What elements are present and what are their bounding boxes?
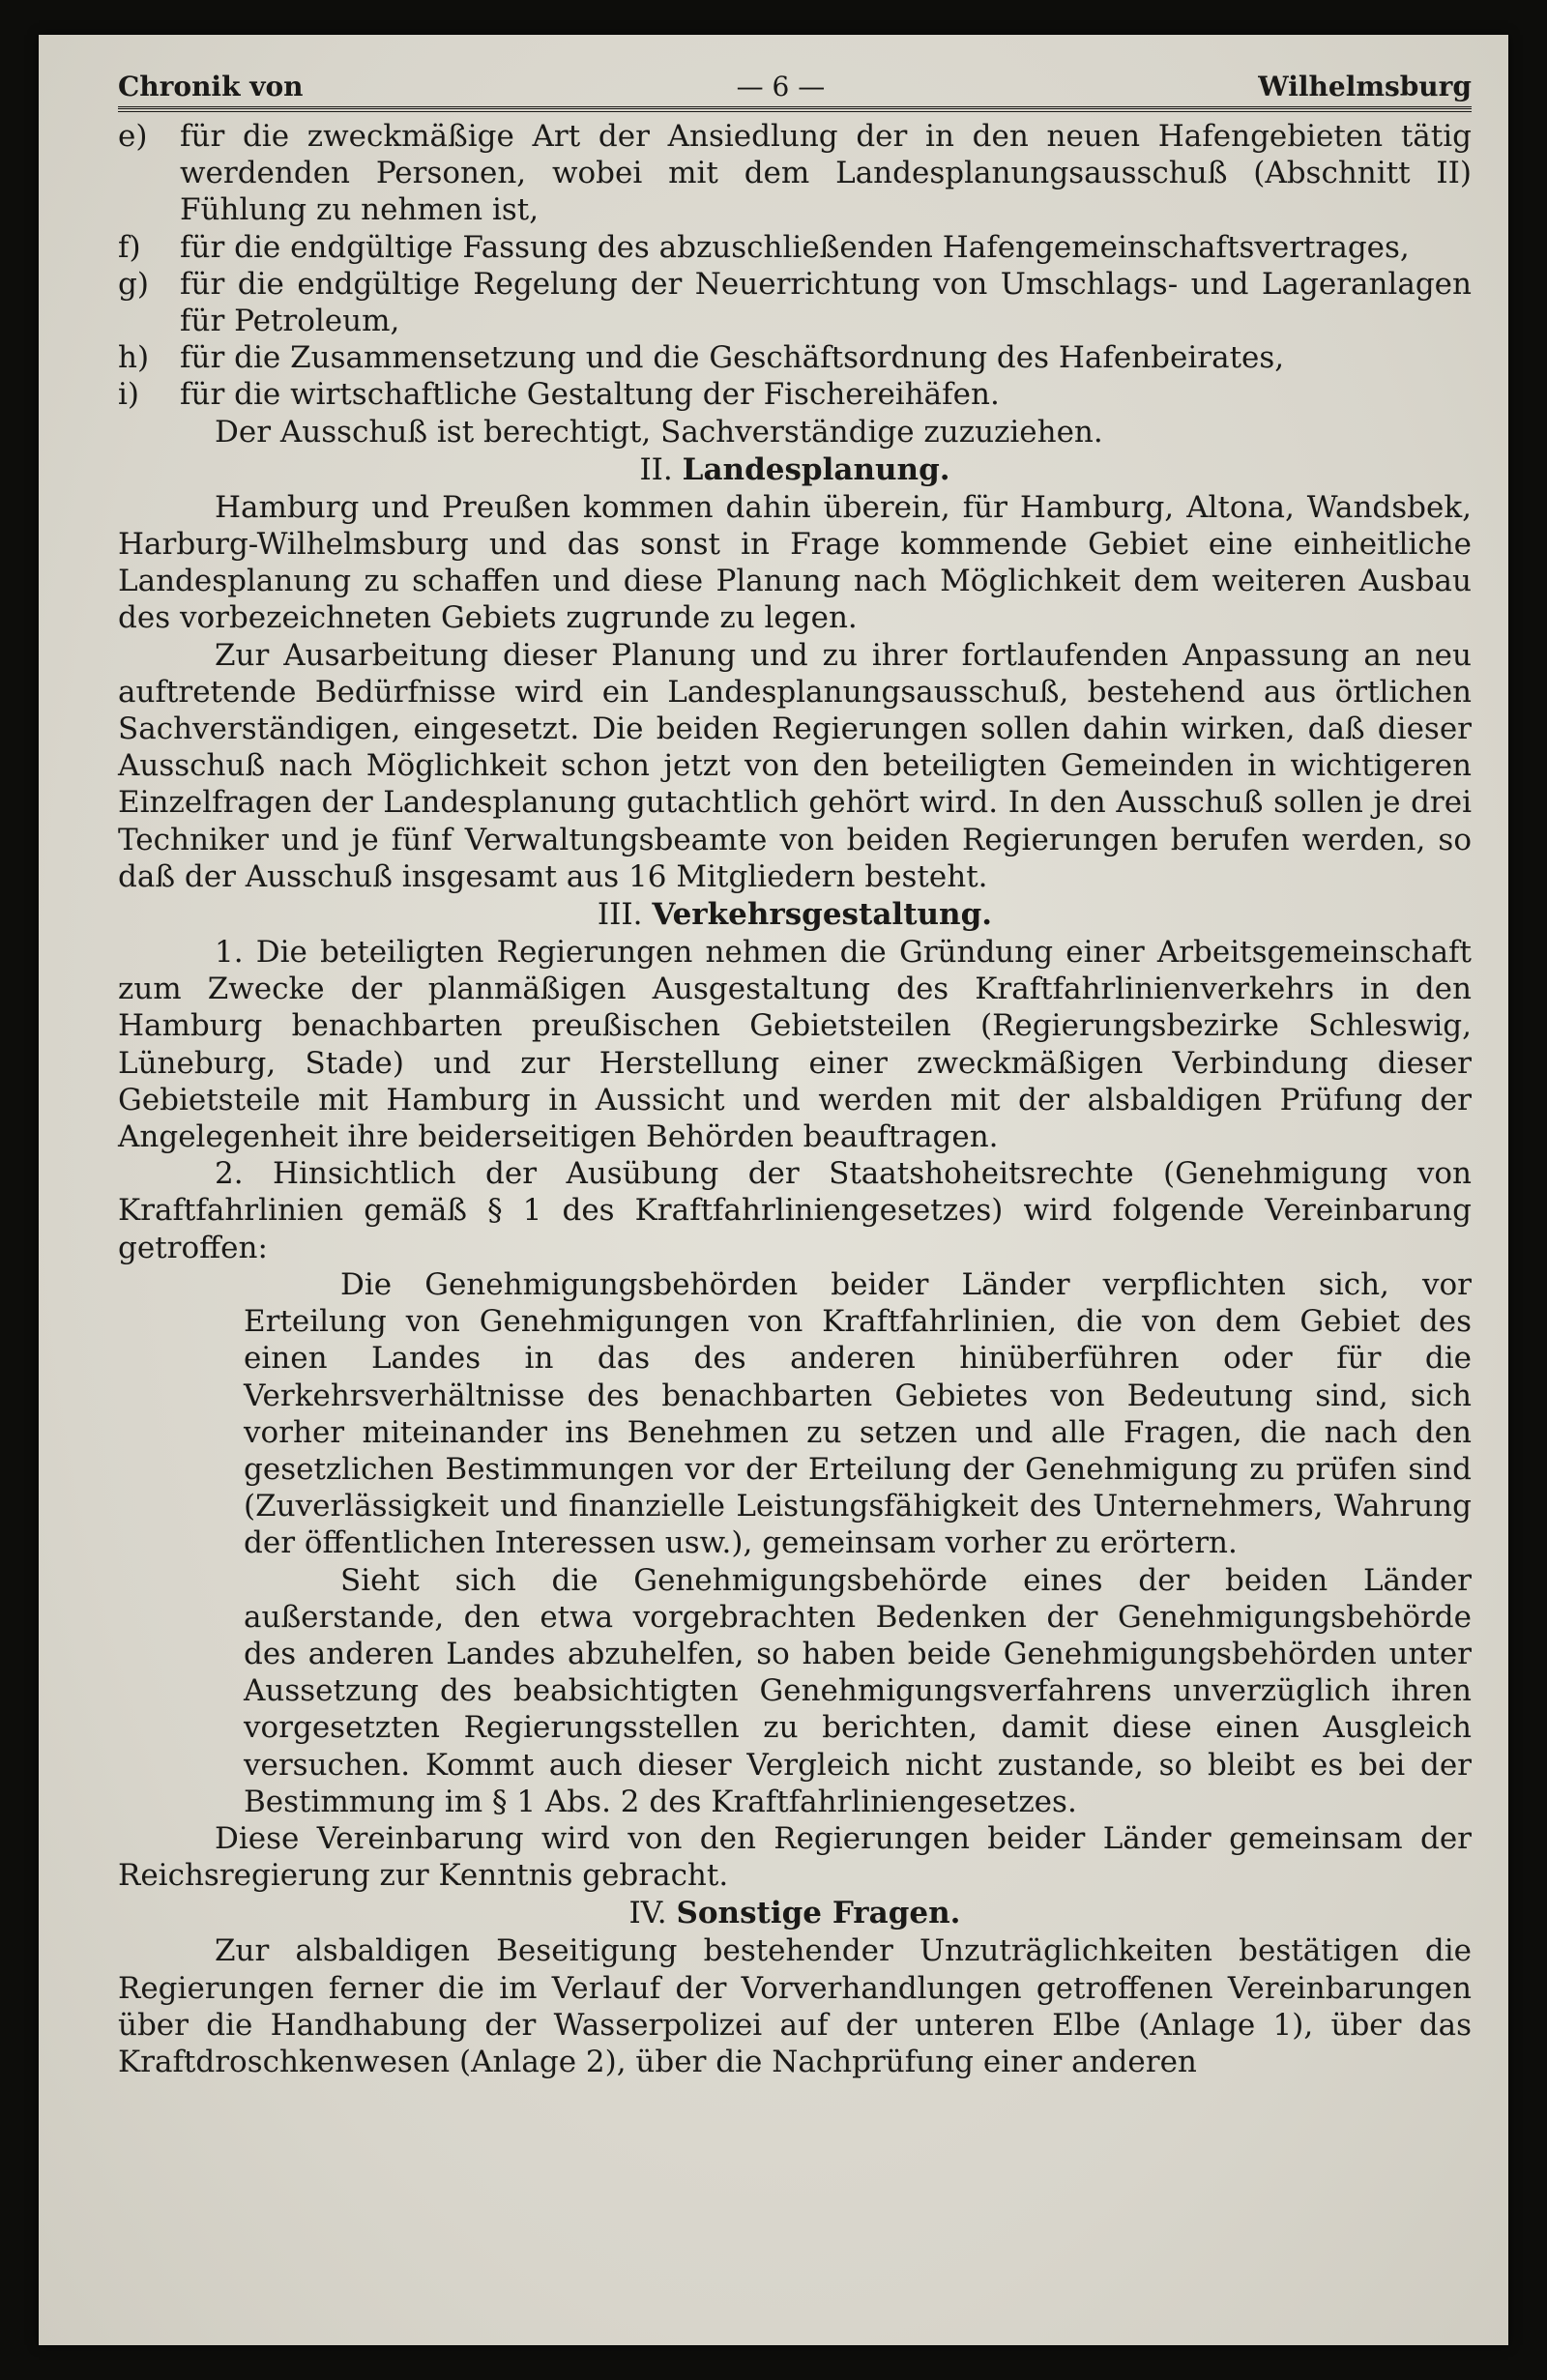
list-item-text: für die zweckmäßige Art der Ansiedlung der in den neuen Hafengebieten tätig werdenden Personen, wobei mit dem Landesplanungsausschuß (Abschnitt II) Fühlung zu nehmen ist, xyxy=(180,119,1472,228)
header-right: Wilhelmsburg xyxy=(1258,71,1472,102)
section-heading-sonstige-fragen xyxy=(118,1894,1472,1932)
indented-paragraph: Sieht sich die Genehmigungsbehörde eines der beiden Länder außerstande, den etwa vorgebrachten Bedenken der Genehmigungsbehörde des anderen Landes abzuhelfen, so haben beide Genehmigungsbehörden unter Aussetzung des beabsichtigten Genehmigungsverfahrens unverzüglich ihren vorgesetzten Regierungsstellen zu berichten, damit diese einen Ausgleich versuchen. Kommt auch dieser Vergleich nicht zustande, so bleibt es bei der Bestimmung im § 1 Abs. 2 des Kraftfahrliniengesetzes. xyxy=(244,1562,1472,1819)
document-page xyxy=(39,35,1508,2345)
list-item xyxy=(118,266,1472,339)
section-number: III. xyxy=(597,897,643,933)
running-header xyxy=(118,68,1472,106)
section-number: IV. xyxy=(628,1896,667,1931)
list-item-text: für die endgültige Fassung des abzuschließenden Hafengemeinschaftsvertrages, xyxy=(180,229,1410,265)
paragraph: Zur alsbaldigen Beseitigung bestehender Unzuträglichkeiten bestätigen die Regierungen ferner die im Verlauf der Vorverhandlungen getroffenen Vereinbarungen über die Handhabung der Wasserpolizei auf der unteren Elbe (Anlage 1), über das Kraftdroschkenwesen (Anlage 2), über die Nachprüfung einer anderen xyxy=(118,1933,1472,2079)
list-item-text: für die endgültige Regelung der Neuerrichtung von Umschlags- und Lageranlagen für Petroleum, xyxy=(180,266,1472,339)
header-left: Chronik von xyxy=(118,71,304,102)
paragraph: 2. Hinsichtlich der Ausübung der Staatshoheitsrechte (Genehmigung von Kraftfahrlinien gemäß § 1 des Kraftfahrliniengesetzes) wird folgende Vereinbarung getroffen: xyxy=(118,1156,1472,1265)
list-marker: h) xyxy=(118,340,150,376)
section-heading-verkehrsgestaltung xyxy=(118,895,1472,934)
section-heading-landesplanung xyxy=(118,450,1472,489)
paragraph: Zur Ausarbeitung dieser Planung und zu ihrer fortlaufenden Anpassung an neu auftretende Bedürfnisse wird ein Landesplanungsausschuß, bestehend aus örtlichen Sachverständigen, eingesetzt. Die beiden Regierungen sollen dahin wirken, daß dieser Ausschuß nach Möglichkeit schon jetzt von den beteiligten Gemeinden in wichtigeren Einzelfragen der Landesplanung gutachtlich gehört wird. In den Ausschuß sollen je drei Techniker und je fünf Verwaltungsbeamte von beiden Regierungen berufen werden, so daß der Ausschuß insgesamt aus 16 Mitgliedern besteht. xyxy=(118,637,1472,894)
section-title: Landesplanung. xyxy=(682,451,950,487)
list-item xyxy=(118,118,1472,229)
header-rule xyxy=(118,106,1472,112)
page-content xyxy=(118,68,1472,2080)
list-item xyxy=(118,339,1472,376)
list-marker: f) xyxy=(118,229,141,265)
indented-paragraph: Die Genehmigungsbehörden beider Länder verpflichten sich, vor Erteilung von Genehmigungen von Kraftfahrlinien, die von dem Gebiet des einen Landes in das des anderen hinüberführen oder für die Verkehrsverhältnisse des benachbarten Gebietes von Bedeutung sind, sich vorher miteinander ins Benehmen zu setzen und alle Fragen, die nach den gesetzlichen Bestimmungen vor der Erteilung der Genehmigung zu prüfen sind (Zuverlässigkeit und finanzielle Leistungsfähigkeit des Unternehmers, Wahrung der öffentlichen Interessen usw.), gemeinsam vorher zu erörtern. xyxy=(244,1266,1472,1561)
list-item-text: für die wirtschaftliche Gestaltung der Fischereihäfen. xyxy=(180,377,1000,413)
list-item xyxy=(118,229,1472,266)
page-number: — 6 — xyxy=(736,71,826,102)
list-marker: i) xyxy=(118,377,140,413)
list-marker: e) xyxy=(118,119,148,154)
paragraph: Hamburg und Preußen kommen dahin überein, für Hamburg, Altona, Wandsbek, Harburg-Wilhelmsburg und das sonst in Frage kommende Gebiet eine einheitliche Landesplanung zu schaffen und diese Planung nach Möglichkeit dem weiteren Ausbau des vorbezeichneten Gebiets zugrunde zu legen. xyxy=(118,489,1472,636)
list-item xyxy=(118,376,1472,413)
section-number: II. xyxy=(639,451,673,487)
paragraph: 1. Die beteiligten Regierungen nehmen die Gründung einer Arbeitsgemeinschaft zum Zwecke der planmäßigen Ausgestaltung des Kraftfahrlinienverkehrs in den Hamburg benachbarten preußischen Gebietsteilen (Regierungsbezirke Schleswig, Lüneburg, Stade) und zur Herstellung einer zweckmäßigen Verbindung dieser Gebietsteile mit Hamburg in Aussicht und werden mit der alsbaldigen Prüfung der Angelegenheit ihre beiderseitigen Behörden beauftragen. xyxy=(118,935,1472,1155)
section-title: Sonstige Fragen. xyxy=(676,1896,961,1931)
paragraph: Diese Vereinbarung wird von den Regierungen beider Länder gemeinsam der Reichsregierung zur Kenntnis gebracht. xyxy=(118,1820,1472,1894)
committee-note: Der Ausschuß ist berechtigt, Sachverständige zuzuziehen. xyxy=(215,414,1103,450)
list-marker: g) xyxy=(118,266,149,302)
list-item-text: für die Zusammensetzung und die Geschäftsordnung des Hafenbeirates, xyxy=(180,340,1285,376)
section-title: Verkehrsgestaltung. xyxy=(652,897,993,933)
